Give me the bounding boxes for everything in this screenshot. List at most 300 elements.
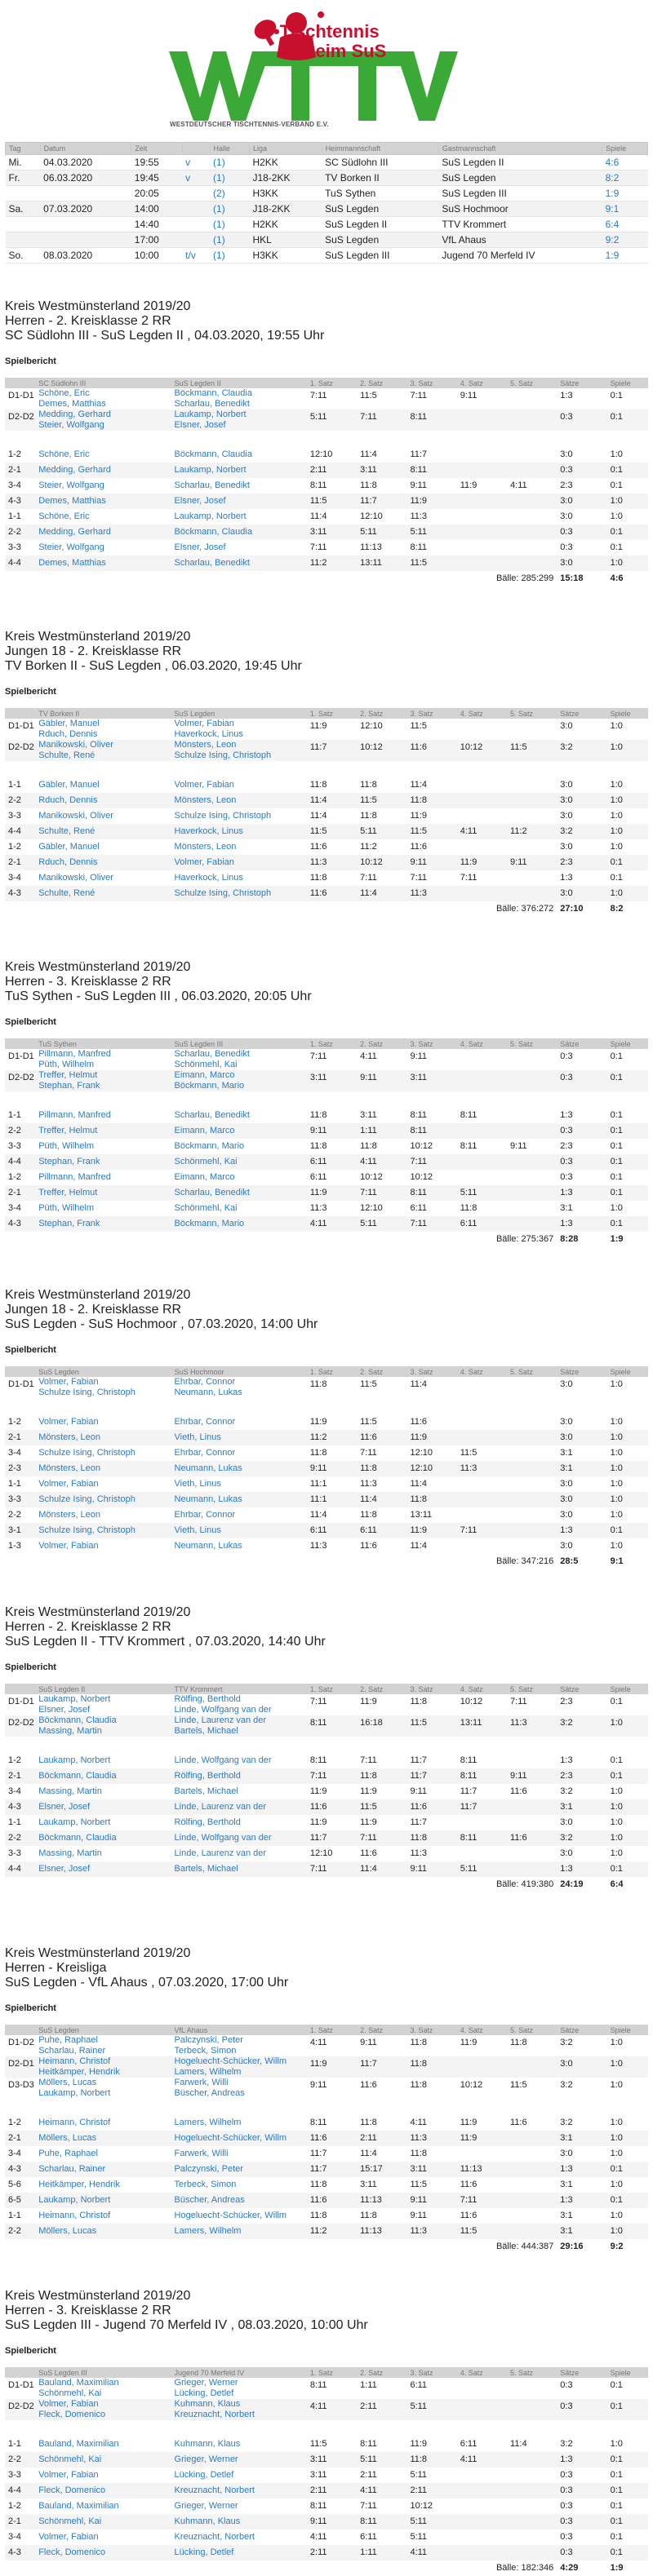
- player-link[interactable]: Volmer, Fabian: [174, 719, 234, 728]
- pairing-cell: D2-D2: [5, 740, 35, 761]
- doubles-pair[interactable]: [171, 2399, 307, 2420]
- pairing-cell: 4-3: [5, 1799, 35, 1815]
- player-link[interactable]: Böckmann, Mario: [171, 1216, 307, 1232]
- player-link[interactable]: Fleck, Domenico: [38, 2410, 106, 2419]
- schedule-cell[interactable]: t/v: [182, 248, 210, 263]
- player-link[interactable]: Grieger, Werner: [174, 2378, 238, 2388]
- player-link[interactable]: Volmer, Fabian: [38, 1541, 99, 1551]
- player-link[interactable]: Eimann, Marco: [174, 1172, 235, 1182]
- player-link[interactable]: Rduch, Dennis: [35, 855, 171, 870]
- player-link[interactable]: Püth, Wilhelm: [38, 1141, 95, 1151]
- schedule-cell[interactable]: (1): [210, 155, 249, 170]
- schedule-row[interactable]: [6, 248, 648, 263]
- player-link[interactable]: Hogeluecht-Schücker, Willm: [174, 2211, 287, 2220]
- player-link[interactable]: Böckmann, Claudia: [174, 388, 252, 398]
- player-link[interactable]: Böckmann, Claudia: [35, 1830, 171, 1846]
- schedule-cell[interactable]: (1): [210, 217, 249, 232]
- player-link[interactable]: Linde, Laurenz van der: [174, 1848, 267, 1858]
- player-link[interactable]: Püth, Wilhelm: [38, 1060, 95, 1069]
- doubles-pair[interactable]: [35, 1694, 171, 1715]
- player-link[interactable]: Kuhmann, Klaus: [174, 2439, 241, 2449]
- player-link[interactable]: Elsner, Josef: [38, 1705, 91, 1715]
- score-cell: 3:1: [560, 1448, 573, 1458]
- spacer-row: [5, 431, 648, 447]
- match-league: Jungen 18 - 2. Kreisklasse RR: [5, 644, 182, 658]
- player-link[interactable]: Haverkock, Linus: [171, 824, 307, 839]
- games-total: 1:9: [610, 1234, 624, 1244]
- score-cell: 4:11: [309, 2532, 327, 2542]
- player-link[interactable]: Rölfing, Berthold: [171, 1768, 307, 1784]
- player-link[interactable]: Kuhmann, Klaus: [171, 2514, 307, 2530]
- player-link[interactable]: Scharlau, Benedikt: [171, 1185, 307, 1201]
- player-link[interactable]: Scharlau, Benedikt: [174, 399, 250, 409]
- schedule-row[interactable]: [6, 201, 648, 217]
- score-cell: 0:1: [607, 2193, 648, 2208]
- player-link[interactable]: Puhe, Raphael: [38, 2035, 98, 2045]
- player-link[interactable]: Pillmann, Manfred: [38, 1110, 111, 1120]
- player-link[interactable]: Heimann, Christof: [38, 2056, 111, 2066]
- player-link[interactable]: Böckmann, Claudia: [171, 524, 307, 540]
- score-cell: 11:8: [406, 793, 456, 808]
- player-link[interactable]: Terbeck, Simon: [174, 2180, 237, 2189]
- schedule-cell[interactable]: (1): [210, 248, 249, 263]
- player-link[interactable]: Schulze Ising, Christoph: [171, 886, 307, 901]
- player-link[interactable]: Kreuznacht, Norbert: [174, 2410, 255, 2419]
- player-link[interactable]: Eimann, Marco: [174, 1070, 235, 1080]
- doubles-pair[interactable]: [171, 409, 307, 431]
- doubles-pair[interactable]: [35, 2078, 171, 2099]
- player-link[interactable]: Haverkock, Linus: [174, 729, 243, 739]
- player-link[interactable]: Fleck, Domenico: [35, 2545, 171, 2561]
- player-link[interactable]: Heimann, Christof: [38, 2211, 111, 2220]
- score-cell: 1:0: [610, 449, 623, 459]
- player-link[interactable]: Linde, Laurenz van der: [171, 1799, 307, 1815]
- score-cell: 7:11: [309, 1697, 327, 1706]
- player-link[interactable]: Laukamp, Norbert: [171, 463, 307, 478]
- player-link[interactable]: Scharlau, Benedikt: [171, 555, 307, 571]
- player-link[interactable]: Mönsters, Leon: [35, 1430, 171, 1445]
- schedule-row[interactable]: [6, 186, 648, 201]
- doubles-pair[interactable]: [35, 1049, 171, 1070]
- player-link[interactable]: Laukamp, Norbert: [38, 1755, 111, 1765]
- player-link[interactable]: Volmer, Fabian: [38, 1377, 99, 1387]
- player-link[interactable]: Volmer, Fabian: [38, 1479, 99, 1489]
- player-link[interactable]: Palczynski, Peter: [171, 2162, 307, 2177]
- player-link[interactable]: Schöne, Eric: [38, 388, 90, 398]
- score-cell: 0:1: [610, 1172, 623, 1182]
- doubles-pair[interactable]: [35, 1070, 171, 1091]
- schedule-header-cell: Zeit: [131, 143, 182, 155]
- player-link[interactable]: Vieth, Linus: [171, 1523, 307, 1538]
- player-link[interactable]: Farwerk, Willi: [174, 2149, 229, 2158]
- score-cell: [457, 1846, 507, 1861]
- player-link[interactable]: Terbeck, Simon: [174, 2046, 237, 2056]
- player-link[interactable]: Mönsters, Leon: [35, 1461, 171, 1476]
- player-link[interactable]: Schulze Ising, Christoph: [35, 1523, 171, 1538]
- player-link[interactable]: Stephan, Frank: [35, 1154, 171, 1170]
- player-link[interactable]: Mönsters, Leon: [174, 740, 237, 750]
- player-link[interactable]: Medding, Gerhard: [35, 524, 171, 540]
- doubles-pair[interactable]: [35, 409, 171, 431]
- doubles-pair[interactable]: [171, 1694, 307, 1715]
- doubles-pair[interactable]: [35, 388, 171, 409]
- player-link[interactable]: Manikowski, Oliver: [38, 873, 113, 883]
- player-link[interactable]: Böckmann, Claudia: [35, 1768, 171, 1784]
- score-cell: [507, 2399, 557, 2420]
- player-link[interactable]: Schulze Ising, Christoph: [174, 750, 272, 760]
- player-link[interactable]: Laukamp, Norbert: [174, 409, 247, 419]
- doubles-pair[interactable]: [171, 2078, 307, 2099]
- player-link[interactable]: Gäbler, Manuel: [38, 842, 100, 852]
- player-link[interactable]: Schöne, Eric: [38, 449, 90, 459]
- player-link[interactable]: Neumann, Lukas: [171, 1492, 307, 1507]
- player-link[interactable]: Neumann, Lukas: [174, 1541, 242, 1551]
- player-link[interactable]: Farwerk, Willi: [174, 2078, 229, 2087]
- score-cell: 4:11: [357, 1154, 406, 1170]
- score-cell: [507, 839, 557, 855]
- player-link[interactable]: Neumann, Lukas: [171, 1461, 307, 1476]
- player-link[interactable]: Lamers, Wilhelm: [171, 2224, 307, 2239]
- score-cell: 11:13: [457, 2162, 507, 2177]
- doubles-pair[interactable]: [171, 740, 307, 761]
- player-link[interactable]: Palczynski, Peter: [174, 2035, 243, 2045]
- player-link[interactable]: Laukamp, Norbert: [38, 1817, 111, 1827]
- score-cell: 9:11: [406, 2193, 456, 2208]
- player-link[interactable]: Büscher, Andreas: [171, 2193, 307, 2208]
- player-link[interactable]: Treffer, Helmut: [35, 1123, 171, 1139]
- singles-row: [5, 2530, 648, 2545]
- schedule-row[interactable]: [6, 170, 648, 186]
- score-cell: 11:2: [307, 2224, 357, 2239]
- player-link[interactable]: Elsner, Josef: [35, 1861, 171, 1877]
- player-link[interactable]: Bauland, Maximilian: [38, 2439, 119, 2449]
- player-link[interactable]: Volmer, Fabian: [171, 855, 307, 870]
- player-link[interactable]: Lücking, Detlef: [174, 2470, 234, 2480]
- schedule-row[interactable]: [6, 217, 648, 232]
- doubles-pair[interactable]: [35, 2399, 171, 2420]
- player-link[interactable]: Schulte, René: [35, 824, 171, 839]
- player-link[interactable]: Bartels, Michael: [174, 1726, 238, 1736]
- player-link[interactable]: Manikowski, Oliver: [38, 811, 113, 821]
- player-link[interactable]: Scharlau, Benedikt: [174, 1110, 250, 1120]
- schedule-row[interactable]: [6, 232, 648, 248]
- player-link[interactable]: Bartels, Michael: [171, 1861, 307, 1877]
- player-link[interactable]: Rölfing, Berthold: [174, 1817, 241, 1827]
- player-link[interactable]: Neumann, Lukas: [174, 1388, 242, 1397]
- doubles-pair[interactable]: [171, 1049, 307, 1070]
- doubles-pair[interactable]: [171, 2056, 307, 2078]
- score-cell: 11:8: [309, 873, 327, 883]
- player-link[interactable]: Demes, Matthias: [38, 399, 106, 409]
- schedule-cell[interactable]: (1): [210, 201, 249, 217]
- player-link[interactable]: Schönmehl, Kai: [35, 2514, 171, 2530]
- doubles-pair[interactable]: [35, 719, 171, 740]
- player-link[interactable]: Linde, Wolfgang van der: [171, 1830, 307, 1846]
- player-link[interactable]: Rduch, Dennis: [38, 729, 98, 739]
- player-link[interactable]: Massing, Martin: [38, 1848, 102, 1858]
- score-cell: [507, 1538, 557, 1554]
- doubles-pair[interactable]: [35, 2378, 171, 2399]
- score-cell: 11:2: [507, 824, 557, 839]
- player-link[interactable]: Kuhmann, Klaus: [174, 2399, 241, 2409]
- score-cell: 1:3: [557, 1523, 606, 1538]
- spacer-row: [5, 1091, 648, 1108]
- player-link[interactable]: Volmer, Fabian: [174, 780, 234, 790]
- schedule-cell[interactable]: 8:2: [602, 170, 648, 186]
- player-link[interactable]: Schöne, Eric: [38, 511, 90, 521]
- pairing-cell: D3-D3: [8, 2080, 34, 2090]
- doubles-pair[interactable]: [171, 2378, 307, 2399]
- schedule-cell[interactable]: v: [182, 170, 210, 186]
- player-link[interactable]: Böckmann, Claudia: [38, 1715, 117, 1725]
- pairing-cell: D1-D2: [8, 2038, 34, 2047]
- score-cell: 8:11: [460, 1141, 478, 1151]
- player-link[interactable]: Volmer, Fabian: [38, 1417, 99, 1427]
- player-link[interactable]: Volmer, Fabian: [38, 2470, 99, 2480]
- player-link[interactable]: Möllers, Lucas: [35, 2224, 171, 2239]
- player-link[interactable]: Medding, Gerhard: [38, 409, 111, 419]
- player-link[interactable]: Demes, Matthias: [35, 494, 171, 509]
- player-link[interactable]: Gäbler, Manuel: [38, 719, 100, 728]
- match-header-cell: 1. Satz: [307, 1684, 357, 1694]
- player-link[interactable]: Mönsters, Leon: [171, 793, 307, 808]
- player-link[interactable]: Böckmann, Mario: [174, 1081, 245, 1091]
- player-link[interactable]: Gäbler, Manuel: [38, 780, 100, 790]
- player-link[interactable]: Möllers, Lucas: [38, 2078, 97, 2087]
- sets-total: 28:5: [560, 1556, 579, 1566]
- spielbericht-label: Spielbericht: [5, 1345, 56, 1355]
- player-link[interactable]: Elsner, Josef: [174, 420, 226, 430]
- player-link[interactable]: Vieth, Linus: [174, 1479, 221, 1489]
- player-link[interactable]: Bauland, Maximilian: [38, 2378, 119, 2388]
- player-link[interactable]: Lücking, Detlef: [171, 2545, 307, 2561]
- schedule-cell[interactable]: 9:2: [602, 232, 648, 248]
- pairing-cell: 1-1: [8, 511, 21, 521]
- player-link[interactable]: Böckmann, Mario: [174, 1141, 245, 1151]
- player-link[interactable]: Kreuznacht, Norbert: [174, 2532, 255, 2542]
- player-link[interactable]: Lamers, Wilhelm: [174, 2067, 242, 2077]
- player-link[interactable]: Heimann, Christof: [38, 2118, 111, 2127]
- player-link[interactable]: Stephan, Frank: [35, 1216, 171, 1232]
- score-cell: 11:8: [410, 2038, 428, 2047]
- score-cell: [507, 494, 557, 509]
- player-link[interactable]: Ehrbar, Connor: [174, 1448, 236, 1458]
- doubles-pair[interactable]: [171, 1070, 307, 1091]
- player-link[interactable]: Massing, Martin: [38, 1726, 102, 1736]
- score-cell: 0:1: [610, 2470, 623, 2480]
- score-cell: [507, 447, 557, 463]
- player-link[interactable]: Elsner, Josef: [171, 494, 307, 509]
- player-link[interactable]: Massing, Martin: [38, 1786, 102, 1796]
- player-link[interactable]: Demes, Matthias: [35, 555, 171, 571]
- player-link[interactable]: Schönmehl, Kai: [174, 1203, 238, 1213]
- player-link[interactable]: Bauland, Maximilian: [38, 2501, 119, 2511]
- doubles-pair[interactable]: [171, 1377, 307, 1398]
- schedule-cell[interactable]: 9:1: [602, 201, 648, 217]
- player-link[interactable]: Elsner, Josef: [35, 1799, 171, 1815]
- schedule-cell: Sa.: [6, 201, 41, 217]
- player-link[interactable]: Lücking, Detlef: [174, 2388, 234, 2398]
- schedule-cell[interactable]: [182, 201, 210, 217]
- player-link[interactable]: Ehrbar, Connor: [174, 1417, 236, 1427]
- schedule-cell[interactable]: (2): [210, 186, 249, 201]
- match-table: [5, 708, 648, 917]
- schedule-cell[interactable]: 4:6: [602, 155, 648, 170]
- match-region: Kreis Westmünsterland 2019/20: [5, 2289, 191, 2303]
- schedule-row[interactable]: [6, 155, 648, 170]
- doubles-pair[interactable]: [171, 1715, 307, 1737]
- sets-total: 24:19: [560, 1879, 584, 1889]
- balls-total: Bälle: 182:346: [495, 2563, 554, 2573]
- player-link[interactable]: Pillmann, Manfred: [38, 1049, 111, 1059]
- pairing-cell: 2-2: [5, 2224, 35, 2239]
- player-link[interactable]: Püth, Wilhelm: [38, 1203, 95, 1213]
- doubles-pair[interactable]: [171, 719, 307, 740]
- schedule-cell[interactable]: [182, 232, 210, 248]
- player-link[interactable]: Schulze Ising, Christoph: [35, 1492, 171, 1507]
- score-cell: 11:7: [410, 449, 428, 459]
- player-link[interactable]: Puhe, Raphael: [38, 2149, 98, 2158]
- player-link[interactable]: Vieth, Linus: [171, 1430, 307, 1445]
- doubles-pair[interactable]: [35, 1377, 171, 1398]
- player-link[interactable]: Hogeluecht-Schücker, Willm: [174, 2056, 287, 2066]
- player-link[interactable]: Schönmehl, Kai: [38, 2388, 102, 2398]
- schedule-cell[interactable]: 1:9: [602, 248, 648, 263]
- score-cell: 11:6: [309, 842, 327, 852]
- player-link[interactable]: Fleck, Domenico: [35, 2483, 171, 2499]
- player-link[interactable]: Heitkämper, Hendrik: [38, 2180, 120, 2189]
- score-cell: 6:11: [357, 1523, 406, 1538]
- score-cell: 11:5: [510, 2080, 527, 2090]
- player-link[interactable]: Schulze Ising, Christoph: [174, 811, 272, 821]
- singles-row: [5, 1185, 648, 1201]
- player-link[interactable]: Ehrbar, Connor: [174, 1377, 236, 1387]
- score-cell: 6:11: [410, 1203, 428, 1213]
- player-link[interactable]: Schulze Ising, Christoph: [38, 1388, 135, 1397]
- player-link[interactable]: Bartels, Michael: [174, 1786, 238, 1796]
- doubles-pair[interactable]: [35, 2056, 171, 2078]
- player-link[interactable]: Büscher, Andreas: [174, 2088, 245, 2098]
- player-link[interactable]: Schönmehl, Kai: [171, 1154, 307, 1170]
- player-link[interactable]: Laukamp, Norbert: [174, 511, 247, 521]
- score-cell: 1:0: [607, 886, 648, 901]
- player-link[interactable]: Volmer, Fabian: [38, 2399, 99, 2409]
- doubles-pair[interactable]: [35, 740, 171, 761]
- player-link[interactable]: Schulze Ising, Christoph: [38, 1448, 135, 1458]
- score-cell: 7:11: [406, 1154, 456, 1170]
- doubles-pair[interactable]: [171, 388, 307, 409]
- player-link[interactable]: Mönsters, Leon: [38, 1510, 101, 1520]
- score-cell: 10:12: [410, 1172, 433, 1182]
- player-link[interactable]: Laukamp, Norbert: [38, 1694, 111, 1704]
- player-link[interactable]: Rölfing, Berthold: [174, 1694, 241, 1704]
- player-link[interactable]: Kreuznacht, Norbert: [171, 2483, 307, 2499]
- player-link[interactable]: Scharlau, Rainer: [35, 2162, 171, 2177]
- doubles-pair[interactable]: [171, 2035, 307, 2056]
- singles-row: [5, 855, 648, 870]
- score-cell: 0:3: [560, 2501, 573, 2511]
- player-link[interactable]: Scharlau, Benedikt: [174, 1049, 250, 1059]
- schedule-cell[interactable]: 1:9: [602, 186, 648, 201]
- score-cell: 9:11: [410, 2211, 428, 2220]
- player-link[interactable]: Scharlau, Benedikt: [174, 480, 250, 490]
- score-cell: 11:4: [410, 1541, 428, 1551]
- player-link[interactable]: Linde, Laurenz van der: [174, 1715, 267, 1725]
- pairing-cell: 2-3: [5, 1461, 35, 1476]
- player-link[interactable]: Steier, Wolfgang: [38, 480, 104, 490]
- player-link[interactable]: Treffer, Helmut: [38, 1070, 98, 1080]
- player-link[interactable]: Stephan, Frank: [38, 1081, 100, 1091]
- match-league: Herren - 3. Kreisklasse 2 RR: [5, 2304, 171, 2317]
- player-link[interactable]: Schönmehl, Kai: [35, 2452, 171, 2468]
- logo-org-name: WESTDEUTSCHER TISCHTENNIS-VERBAND E.V.: [170, 121, 329, 128]
- player-link[interactable]: Grieger, Werner: [171, 2452, 307, 2468]
- score-cell: 11:5: [307, 824, 357, 839]
- spacer-cell: [5, 431, 648, 447]
- schedule-cell[interactable]: 6:4: [602, 217, 648, 232]
- player-link[interactable]: Rduch, Dennis: [35, 793, 171, 808]
- player-link[interactable]: Medding, Gerhard: [35, 463, 171, 478]
- player-link[interactable]: Böckmann, Claudia: [174, 449, 252, 459]
- schedule-cell[interactable]: [182, 186, 210, 201]
- score-cell: 4:11: [510, 480, 527, 490]
- player-link[interactable]: Treffer, Helmut: [35, 1185, 171, 1201]
- player-link[interactable]: Grieger, Werner: [174, 2501, 238, 2511]
- player-link[interactable]: Linde, Wolfgang van der: [174, 1755, 272, 1765]
- player-link[interactable]: Steier, Wolfgang: [38, 420, 104, 430]
- doubles-row: [5, 1694, 648, 1715]
- player-link[interactable]: Pillmann, Manfred: [38, 1172, 111, 1182]
- score-cell: 8:11: [307, 1715, 357, 1737]
- player-link[interactable]: Mönsters, Leon: [174, 842, 237, 852]
- schedule-cell: H3KK: [249, 186, 322, 201]
- player-link[interactable]: Eimann, Marco: [171, 1123, 307, 1139]
- player-link[interactable]: Elsner, Josef: [174, 542, 226, 552]
- match-header-cell: 5. Satz: [507, 1684, 557, 1694]
- player-link[interactable]: Lamers, Wilhelm: [174, 2118, 242, 2127]
- doubles-pair[interactable]: [35, 2035, 171, 2056]
- player-link[interactable]: Haverkock, Linus: [174, 873, 243, 883]
- score-cell: 1:3: [560, 391, 573, 401]
- score-cell: [507, 509, 557, 524]
- player-link[interactable]: Laukamp, Norbert: [35, 2193, 171, 2208]
- player-link[interactable]: Steier, Wolfgang: [38, 542, 104, 552]
- doubles-pair[interactable]: [35, 1715, 171, 1737]
- schedule-cell[interactable]: (1): [210, 170, 249, 186]
- player-link[interactable]: Schulte, René: [38, 750, 96, 760]
- player-link[interactable]: Volmer, Fabian: [38, 2532, 99, 2542]
- total-row: [5, 1554, 648, 1569]
- schedule-cell[interactable]: (1): [210, 232, 249, 248]
- player-link[interactable]: Scharlau, Rainer: [38, 2046, 106, 2056]
- player-link[interactable]: Manikowski, Oliver: [38, 740, 113, 750]
- player-link[interactable]: Ehrbar, Connor: [174, 1510, 236, 1520]
- schedule-cell[interactable]: [182, 217, 210, 232]
- pairing-cell: 2-1: [5, 1185, 35, 1201]
- player-link[interactable]: Heitkämper, Hendrik: [38, 2067, 120, 2077]
- player-link[interactable]: Schönmehl, Kai: [174, 1060, 238, 1069]
- player-link[interactable]: Laukamp, Norbert: [38, 2088, 111, 2098]
- match-header-row: [5, 378, 648, 388]
- score-cell: 5:11: [406, 2514, 456, 2530]
- player-link[interactable]: Hogeluecht-Schücker, Willm: [171, 2131, 307, 2146]
- player-link[interactable]: Möllers, Lucas: [35, 2131, 171, 2146]
- score-cell: [507, 1216, 557, 1232]
- player-link[interactable]: Schulte, René: [35, 886, 171, 901]
- schedule-cell[interactable]: v: [182, 155, 210, 170]
- player-link[interactable]: Linde, Wolfgang van der: [174, 1705, 272, 1715]
- score-cell: 11:5: [406, 1715, 456, 1737]
